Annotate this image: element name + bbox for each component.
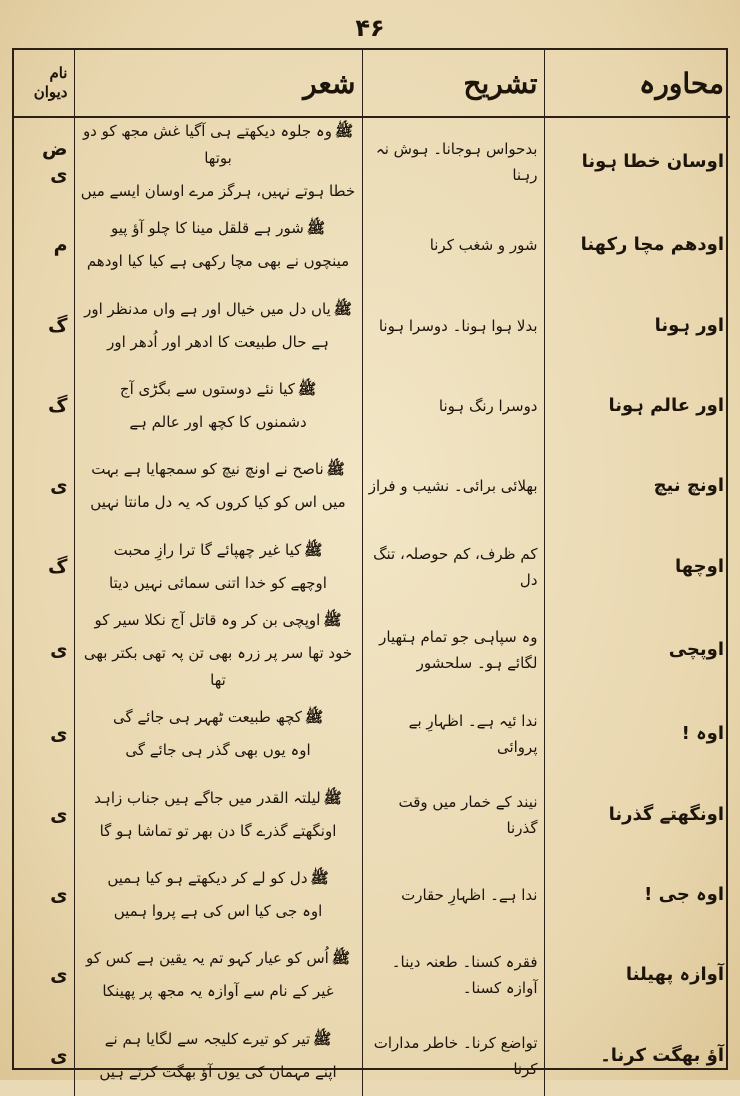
poet-abbrev: گ bbox=[48, 314, 68, 337]
verse-line-1 bbox=[81, 215, 356, 242]
poet-cell bbox=[14, 607, 74, 694]
idiom-cell bbox=[544, 117, 730, 205]
meaning-cell bbox=[362, 366, 544, 446]
idiom-cell bbox=[544, 694, 730, 774]
verse-line-1-text: یاں دل میں خیال اور ہے واں مدنظر اور bbox=[84, 299, 331, 318]
verse-cell bbox=[74, 446, 362, 526]
table-row bbox=[14, 366, 730, 446]
page-number: ۴۶ bbox=[355, 14, 385, 42]
idiom-cell bbox=[544, 446, 730, 526]
meaning-text: فقرہ کسنا۔ طعنہ دینا۔ آوازہ کسنا۔ bbox=[391, 953, 538, 998]
poet-abbrev: ی bbox=[50, 1044, 68, 1067]
verse-line-2-text: اپنے مہمان کی یوں آؤ بھگت کرتے ہیں bbox=[99, 1062, 337, 1081]
verse-line-2 bbox=[81, 978, 356, 1005]
verse-mark-icon: ﷺ bbox=[326, 460, 345, 479]
verse-line-2 bbox=[81, 640, 356, 694]
table-row bbox=[14, 607, 730, 694]
poet-abbrev: ی bbox=[50, 964, 68, 987]
table-header-row bbox=[14, 50, 730, 117]
idiom-table-frame bbox=[12, 48, 728, 1081]
idiom-text: اودھم مچا رکھنا bbox=[580, 234, 724, 256]
header-naam-line2: دیوان bbox=[33, 83, 68, 101]
idiom-text: اونگھتے گذرنا bbox=[608, 803, 724, 825]
idiom-text: اور ہونا bbox=[654, 314, 724, 336]
meaning-text: دوسرا رنگ ہونا bbox=[438, 396, 538, 415]
poet-cell bbox=[14, 855, 74, 935]
verse-cell bbox=[74, 935, 362, 1015]
idiom-text: اونچ نیچ bbox=[653, 475, 724, 497]
verse-line-2-text: میں اس کو کیا کروں کہ یہ دل مانتا نہیں bbox=[90, 493, 346, 512]
verse-cell bbox=[74, 855, 362, 935]
verse-line-1-text: کیا نئے دوستوں سے بگڑی آج bbox=[119, 379, 295, 398]
meaning-cell bbox=[362, 527, 544, 607]
verse-line-2 bbox=[81, 329, 356, 356]
verse-line-1 bbox=[81, 865, 356, 892]
verse-line-2 bbox=[81, 489, 356, 516]
verse-line-1-text: اوپچی بن کر وہ قاتل آج نکلا سیر کو bbox=[94, 610, 321, 629]
verse-line-1 bbox=[81, 945, 356, 972]
header-tashreeh: تشریح bbox=[362, 50, 544, 117]
poet-abbrev: ض ی bbox=[41, 137, 68, 186]
verse-mark-icon: ﷺ bbox=[313, 1029, 332, 1048]
verse-line-1-text: کچھ طبیعت ٹھہر ہی جائے گی bbox=[112, 708, 302, 727]
table-row bbox=[14, 774, 730, 854]
idiom-cell bbox=[544, 855, 730, 935]
poet-abbrev: ی bbox=[50, 803, 68, 826]
idiom-text: اوہ ! bbox=[681, 723, 724, 745]
poet-abbrev: ی bbox=[50, 723, 68, 746]
meaning-cell bbox=[362, 117, 544, 205]
verse-line-2 bbox=[81, 248, 356, 275]
poet-cell bbox=[14, 446, 74, 526]
verse-line-1 bbox=[81, 537, 356, 564]
verse-mark-icon: ﷺ bbox=[310, 868, 329, 887]
meaning-cell bbox=[362, 855, 544, 935]
verse-line-2-text: ہے حال طبیعت کا ادھر اور اُدھر اور bbox=[107, 332, 329, 351]
table-row bbox=[14, 935, 730, 1015]
poet-cell bbox=[14, 774, 74, 854]
verse-mark-icon: ﷺ bbox=[323, 610, 342, 629]
verse-line-1-text: کیا غیر چھپائے گا ترا رازِ محبت bbox=[113, 540, 302, 559]
verse-line-1-text: وہ جلوہ دیکھتے ہی آگیا غش مجھ کو دو بوتھا bbox=[82, 122, 332, 167]
meaning-cell bbox=[362, 607, 544, 694]
verse-line-2 bbox=[81, 898, 356, 925]
poet-cell bbox=[14, 1016, 74, 1096]
verse-line-1 bbox=[81, 785, 356, 812]
header-naam-diwan bbox=[14, 50, 74, 117]
verse-cell bbox=[74, 694, 362, 774]
verse-line-1 bbox=[81, 456, 356, 483]
idiom-cell bbox=[544, 607, 730, 694]
header-naam-line1: نام bbox=[49, 64, 68, 82]
verse-cell bbox=[74, 527, 362, 607]
verse-line-2 bbox=[81, 178, 356, 205]
verse-line-1 bbox=[81, 376, 356, 403]
verse-cell bbox=[74, 1016, 362, 1096]
verse-line-1-text: لیلتہ القدر میں جاگے ہیں جناب زاہد bbox=[94, 788, 321, 807]
idiom-cell bbox=[544, 366, 730, 446]
meaning-text: بدلا ہوا ہونا۔ دوسرا ہونا bbox=[378, 316, 538, 335]
table-row bbox=[14, 205, 730, 285]
verse-cell bbox=[74, 774, 362, 854]
poet-cell bbox=[14, 366, 74, 446]
meaning-text: شور و شغب کرنا bbox=[429, 236, 538, 255]
poet-abbrev: ی bbox=[50, 639, 68, 662]
poet-abbrev: گ bbox=[48, 394, 68, 417]
verse-line-2-text: غیر کے نام سے آوازہ یہ مجھ پر پھینکا bbox=[102, 982, 334, 1001]
poet-abbrev: ی bbox=[50, 475, 68, 498]
verse-cell bbox=[74, 205, 362, 285]
poet-cell bbox=[14, 694, 74, 774]
poet-cell bbox=[14, 205, 74, 285]
verse-mark-icon: ﷺ bbox=[334, 122, 354, 140]
verse-line-1-text: شور ہے قلقل مینا کا چلو آؤ پیو bbox=[111, 219, 304, 238]
poet-cell bbox=[14, 285, 74, 365]
meaning-text: بھلائی برائی۔ نشیب و فراز bbox=[368, 477, 538, 496]
table-body bbox=[14, 117, 730, 1096]
idiom-table bbox=[14, 50, 730, 1096]
verse-line-2-text: مینچوں نے بھی مچا رکھی ہے کیا کیا اودھم bbox=[86, 252, 350, 271]
verse-line-2-text: اوہ یوں بھی گذر ہی جائے گی bbox=[125, 741, 311, 760]
verse-mark-icon: ﷺ bbox=[304, 708, 324, 727]
meaning-cell bbox=[362, 1016, 544, 1096]
verse-mark-icon: ﷺ bbox=[297, 379, 317, 398]
idiom-cell bbox=[544, 935, 730, 1015]
verse-mark-icon: ﷺ bbox=[333, 299, 352, 318]
idiom-cell bbox=[544, 285, 730, 365]
meaning-cell bbox=[362, 935, 544, 1015]
verse-line-2-text: خطا ہوتے نہیں، ہرگز مرے اوسان ایسے میں bbox=[80, 182, 356, 200]
idiom-text: اوچھا bbox=[675, 555, 724, 577]
idiom-cell bbox=[544, 205, 730, 285]
verse-line-1-text: دل کو لے کر دیکھتے ہو کیا ہمیں bbox=[107, 868, 308, 887]
verse-cell bbox=[74, 366, 362, 446]
poet-cell bbox=[14, 117, 74, 205]
header-muhawara: محاورہ bbox=[544, 50, 730, 117]
meaning-text: ندا ہے۔ اظہارِ حقارت bbox=[401, 885, 538, 904]
verse-line-1 bbox=[81, 607, 356, 634]
poet-abbrev: ی bbox=[50, 883, 68, 906]
verse-line-1 bbox=[81, 118, 356, 172]
table-row bbox=[14, 694, 730, 774]
poet-abbrev: گ bbox=[48, 555, 68, 578]
meaning-cell bbox=[362, 285, 544, 365]
verse-line-1-text: ناصح نے اونچ نیچ کو سمجھایا ہے بہت bbox=[91, 460, 324, 479]
verse-mark-icon: ﷺ bbox=[304, 540, 323, 559]
verse-line-1 bbox=[81, 296, 356, 323]
verse-line-2-text: دشمنوں کا کچھ اور عالم ہے bbox=[129, 412, 307, 431]
idiom-cell bbox=[544, 1016, 730, 1096]
verse-line-2 bbox=[81, 818, 356, 845]
verse-cell bbox=[74, 117, 362, 205]
meaning-text: ندا ئیہ ہے۔ اظہارِ بے پروائی bbox=[408, 712, 538, 757]
verse-line-2 bbox=[81, 570, 356, 597]
meaning-text: تواضع کرنا۔ خاطر مدارات کرنا bbox=[373, 1033, 538, 1078]
table-row bbox=[14, 1016, 730, 1096]
table-row bbox=[14, 446, 730, 526]
idiom-text: اوپچی bbox=[668, 639, 724, 661]
idiom-text: آؤ بھگت کرنا۔ bbox=[600, 1044, 724, 1066]
meaning-text: نیند کے خمار میں وقت گذرنا bbox=[398, 792, 538, 837]
idiom-text: اوسان خطا ہونا bbox=[581, 150, 724, 172]
verse-mark-icon: ﷺ bbox=[323, 788, 342, 807]
verse-line-2-text: اوہ جی کیا اس کی ہے پروا ہمیں bbox=[113, 901, 323, 920]
poet-cell bbox=[14, 935, 74, 1015]
verse-line-2 bbox=[81, 409, 356, 436]
verse-cell bbox=[74, 285, 362, 365]
verse-line-2 bbox=[81, 1059, 356, 1086]
verse-line-2 bbox=[81, 737, 356, 764]
verse-line-1 bbox=[81, 1026, 356, 1053]
meaning-text: کم ظرف، کم حوصلہ، تنگ دل bbox=[373, 544, 538, 589]
meaning-cell bbox=[362, 694, 544, 774]
idiom-cell bbox=[544, 527, 730, 607]
verse-cell bbox=[74, 607, 362, 694]
header-shair: شعر bbox=[74, 50, 362, 117]
verse-line-1-text: تیر کو تیرے کلیجہ سے لگایا ہم نے bbox=[104, 1029, 311, 1048]
meaning-text: وہ سپاہی جو تمام ہتھیار لگائے ہو۔ سلحشور bbox=[379, 628, 538, 673]
verse-line-2-text: اوچھے کو خدا اتنی سمائی نہیں دیتا bbox=[109, 573, 327, 592]
meaning-cell bbox=[362, 446, 544, 526]
table-row bbox=[14, 117, 730, 205]
table-row bbox=[14, 527, 730, 607]
idiom-text: آوازہ پھیلنا bbox=[625, 964, 724, 986]
idiom-text: اور عالم ہونا bbox=[608, 394, 724, 416]
verse-mark-icon: ﷺ bbox=[331, 949, 350, 968]
idiom-cell bbox=[544, 774, 730, 854]
meaning-cell bbox=[362, 205, 544, 285]
verse-line-2-text: اونگھتے گذرے گا دن بھر تو تماشا ہو گا bbox=[99, 821, 337, 840]
verse-mark-icon: ﷺ bbox=[306, 219, 325, 238]
table-row bbox=[14, 855, 730, 935]
idiom-text: اوہ جی ! bbox=[644, 883, 724, 905]
verse-line-2-text: خود تھا سر پر زرہ بھی تن پہ تھی بکتر بھی تھا bbox=[83, 643, 353, 689]
meaning-text: بدحواس ہوجانا۔ ہوش نہ رہنا bbox=[375, 139, 538, 184]
meaning-cell bbox=[362, 774, 544, 854]
verse-line-1-text: اُس کو عیار کہو تم یہ یقین ہے کس کو bbox=[86, 949, 329, 968]
poet-cell bbox=[14, 527, 74, 607]
poet-abbrev: م bbox=[53, 234, 68, 257]
verse-line-1 bbox=[81, 704, 356, 731]
table-row bbox=[14, 285, 730, 365]
